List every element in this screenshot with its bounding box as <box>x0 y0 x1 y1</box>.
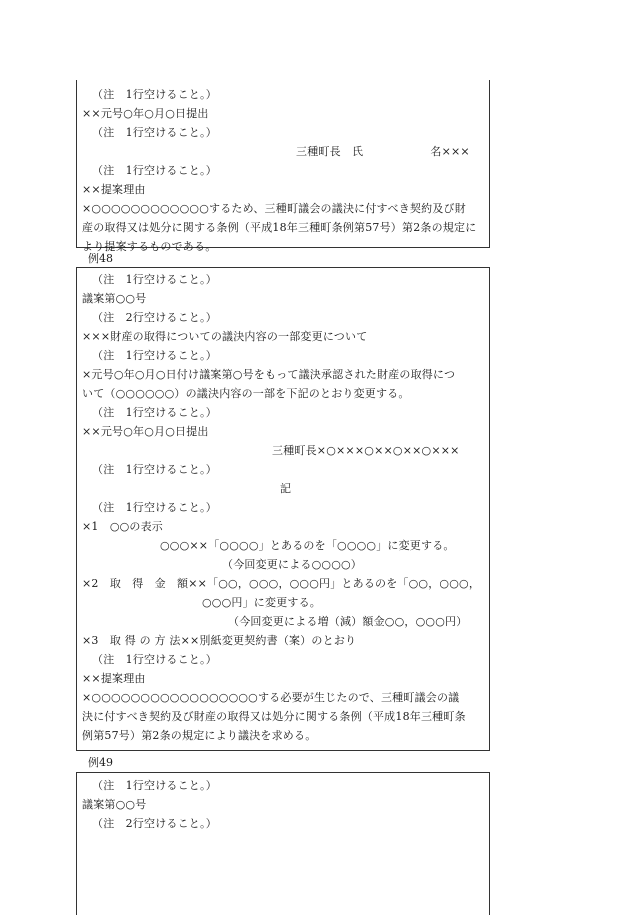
item-1-heading: ×1 ○○の表示 <box>82 520 164 533</box>
item-3-text: ×3 取 得 の 方 法××別紙変更契約書（案）のとおり <box>82 634 357 647</box>
ki-heading: 記 <box>280 482 292 495</box>
mayor-signature: 三種町長×○×××○××○××○××× <box>272 444 460 457</box>
note-line: （注 1行空けること。） <box>92 126 217 139</box>
note-line: （注 1行空けること。） <box>92 653 217 666</box>
note-line: （注 1行空けること。） <box>92 349 217 362</box>
note-line: （注 1行空けること。） <box>92 273 217 286</box>
reason-text: ×○○○○○○○○○○○○するため、三種町議会の議決に付すべき契約及び財 <box>82 202 466 215</box>
reason-text: 例第57号）第2条の規定により議決を求める。 <box>82 729 317 742</box>
bill-body: いて（○○○○○○）の議決内容の一部を下記のとおり変更する。 <box>82 387 410 400</box>
reason-text: 産の取得又は処分に関する条例（平成18年三種町条例第57号）第2条の規定に <box>82 221 477 234</box>
item-2-note: （今回変更による増（減）額金○○，○○○円） <box>228 615 468 628</box>
note-line: （注 2行空けること。） <box>92 311 217 324</box>
bill-title: ×××財産の取得についての議決内容の一部変更について <box>82 330 368 343</box>
example-49-box <box>76 772 490 915</box>
bill-number: 議案第○○号 <box>82 292 147 305</box>
submission-date: ××元号○年○月○日提出 <box>82 107 209 120</box>
item-2-text: ○○○円」に変更する。 <box>202 596 321 609</box>
reason-text: ×○○○○○○○○○○○○○○○○○する必要が生じたので、三種町議会の議 <box>82 691 460 704</box>
note-line: （注 1行空けること。） <box>92 88 217 101</box>
reason-text: より提案するものである。 <box>82 240 217 253</box>
note-line: （注 1行空けること。） <box>92 406 217 419</box>
example-48-label: 例48 <box>88 252 113 265</box>
reason-text: 決に付すべき契約及び財産の取得又は処分に関する条例（平成18年三種町条 <box>82 710 466 723</box>
example-49-label: 例49 <box>88 756 113 769</box>
item-1-text: ○○○××「○○○○」とあるのを「○○○○」に変更する。 <box>160 539 455 552</box>
note-line: （注 2行空けること。） <box>92 817 217 830</box>
reason-heading: ××提案理由 <box>82 183 146 196</box>
item-1-note: （今回変更による○○○○） <box>222 558 362 571</box>
item-2-text: ×2 取 得 金 額××「○○，○○○，○○○円」とあるのを「○○，○○○， <box>82 577 481 590</box>
reason-heading: ××提案理由 <box>82 672 146 685</box>
note-line: （注 1行空けること。） <box>92 779 217 792</box>
note-line: （注 1行空けること。） <box>92 501 217 514</box>
bill-body: ×元号○年○月○日付け議案第○号をもって議決承認された財産の取得につ <box>82 368 456 381</box>
submission-date: ××元号○年○月○日提出 <box>82 425 209 438</box>
note-line: （注 1行空けること。） <box>92 463 217 476</box>
note-line: （注 1行空けること。） <box>92 164 217 177</box>
mayor-signature: 三種町長 氏 名××× <box>296 145 470 158</box>
bill-number: 議案第○○号 <box>82 798 147 811</box>
